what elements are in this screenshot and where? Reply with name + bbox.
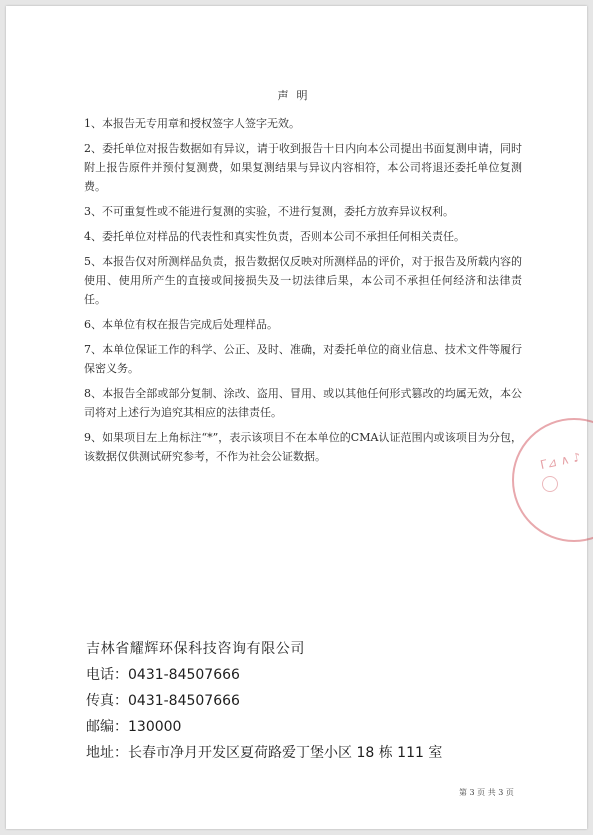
page-title: 声明 bbox=[277, 89, 316, 102]
company-phone: 电话：0431-84507666 bbox=[86, 667, 240, 683]
company-name: 吉林省耀辉环保科技咨询有限公司 bbox=[86, 641, 305, 657]
page-number: 第 3 页 共 3 页 bbox=[459, 788, 514, 797]
clause-7: 7、本单位保证工作的科学、公正、及时、准确，对委托单位的商业信息、技术文件等履行保密义务。 bbox=[84, 343, 522, 375]
clause-3: 3、不可重复性或不能进行复测的实验，不进行复测，委托方放弃异议权利。 bbox=[84, 205, 454, 218]
company-info bbox=[86, 639, 442, 770]
clause-1: 1、本报告无专用章和授权签字人签字无效。 bbox=[84, 117, 300, 130]
seal-stamp-icon bbox=[512, 418, 593, 542]
company-address: 地址：长春市净月开发区夏荷路爱丁堡小区 18 栋 111 室 bbox=[86, 745, 443, 761]
seal-stamp-mark: ᒥ⊿ ∧ ♪ bbox=[538, 449, 582, 473]
company-fax: 传真：0431-84507666 bbox=[86, 693, 240, 709]
clause-6: 6、本单位有权在报告完成后处理样品。 bbox=[84, 318, 278, 331]
clause-2: 2、委托单位对报告数据如有异议，请于收到报告十日内向本公司提出书面复测申请，同时附上报告原件并预付复测费，如果复测结果与异议内容相符，本公司将退还委托单位复测费。 bbox=[84, 142, 522, 193]
document-page bbox=[6, 6, 587, 829]
clause-9: 9、如果项目左上角标注“*”，表示该项目不在本单位的CMA认证范围内或该项目为分包，该数据仅供测试研究参考，不作为社会公证数据。 bbox=[84, 431, 522, 463]
seal-stamp-circle bbox=[542, 476, 558, 492]
clause-8: 8、本报告全部或部分复制、涂改、盗用、冒用、或以其他任何形式篡改的均属无效，本公司将对上述行为追究其相应的法律责任。 bbox=[84, 387, 522, 419]
clause-5: 5、本报告仅对所测样品负责，报告数据仅反映对所测样品的评价，对于报告及所载内容的使用、使用所产生的直接或间接损失及一切法律后果，本公司不承担任何经济和法律责任。 bbox=[84, 255, 522, 306]
clause-list bbox=[84, 114, 522, 472]
company-postcode: 邮编：130000 bbox=[86, 719, 182, 735]
clause-4: 4、委托单位对样品的代表性和真实性负责，否则本公司不承担任何相关责任。 bbox=[84, 230, 465, 243]
